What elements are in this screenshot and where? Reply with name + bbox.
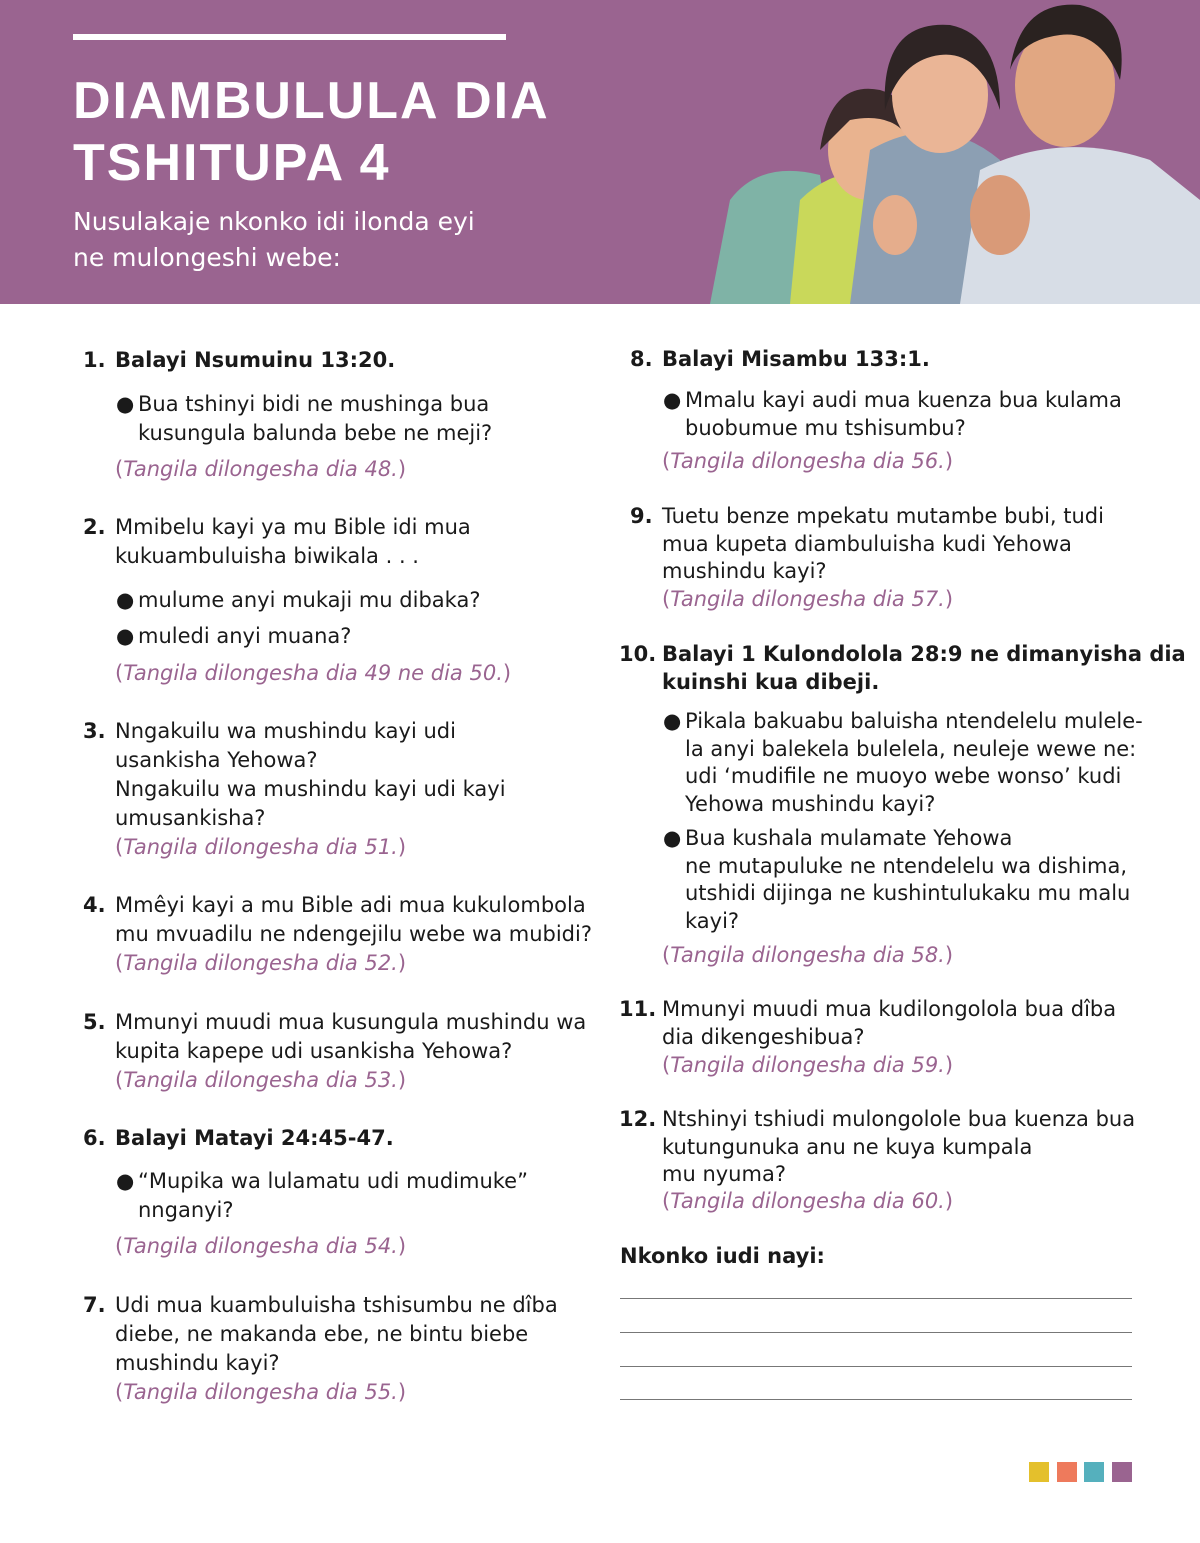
question-1-bullet-1: Bua tshinyi bidi ne mushinga bua kusungula balunda bebe ne meji? [138,392,493,445]
color-square-yellow [1029,1462,1049,1482]
question-6-text: Balayi Matayi 24:45-47. [115,1126,394,1150]
header-rule [73,34,506,40]
notes-line[interactable] [620,1366,1132,1367]
question-2-text: Mmibelu kayi ya mu Bible idi mua kukuambuluisha biwikala . . . [115,515,471,568]
question-11-text: Mmunyi muudi mua kudilongolola bua dîba dia dikengeshibua? [662,997,1117,1049]
notes-line[interactable] [620,1399,1132,1400]
question-1-text: Balayi Nsumuinu 13:20. [115,348,396,372]
question-2-bullet-1: mulume anyi mukaji mu dibaka? [138,588,481,612]
notes-label: Nkonko iudi nayi: [620,1244,825,1268]
question-6-number: 6. [83,1126,106,1150]
question-6-bullet-1: “Mupika wa lulamatu udi mudimuke” nnganyi? [138,1169,528,1222]
bullet-icon: ● [116,588,135,612]
question-9-number: 9. [630,504,653,528]
question-7-text: Udi mua kuambuluisha tshisumbu ne dîba diebe, ne makanda ebe, ne bintu biebe mushindu kayi? [115,1293,558,1375]
question-9-reference[interactable]: (Tangila dilongesha dia 57.) [662,587,954,611]
question-5-reference[interactable]: (Tangila dilongesha dia 53.) [115,1068,407,1092]
bullet-icon: ● [116,624,135,648]
question-8-text: Balayi Misambu 133:1. [662,347,930,371]
question-8-reference[interactable]: (Tangila dilongesha dia 56.) [662,449,954,473]
bullet-icon: ● [116,1169,135,1193]
color-square-teal [1084,1462,1104,1482]
page-title: DIAMBULULA DIA TSHITUPA 4 [73,72,550,192]
question-2-number: 2. [83,515,106,539]
question-12-reference[interactable]: (Tangila dilongesha dia 60.) [662,1189,954,1213]
question-8-number: 8. [630,347,653,371]
bullet-icon: ● [663,709,682,733]
notes-line[interactable] [620,1298,1132,1299]
color-square-orange [1057,1462,1077,1482]
question-10-bullet-1: Pikala bakuabu baluisha ntendelelu mulele- la anyi balekela bulelela, neuleje wewe ne: udi ‘mudifile ne muoyo webe wonso’ kudi Yehowa mushindu kayi? [685,709,1143,816]
question-6-reference[interactable]: (Tangila dilongesha dia 54.) [115,1234,407,1258]
question-3-number: 3. [83,719,106,743]
question-4-text: Mmêyi kayi a mu Bible adi mua kukulombola mu mvuadilu ne ndengejilu webe wa mubidi? [115,893,592,946]
question-8-bullet-1: Mmalu kayi audi mua kuenza bua kulama buobumue mu tshisumbu? [685,388,1122,440]
question-7-number: 7. [83,1293,106,1317]
question-1-reference[interactable]: (Tangila dilongesha dia 48.) [115,457,407,481]
question-4-number: 4. [83,893,106,917]
question-12-text: Ntshinyi tshiudi mulongolole bua kuenza bua kutungunuka anu ne kuya kumpala mu nyuma? [662,1107,1136,1186]
question-2-reference[interactable]: (Tangila dilongesha dia 49 ne dia 50.) [115,661,512,685]
question-2-bullet-2: muledi anyi muana? [138,624,352,648]
color-square-purple [1112,1462,1132,1482]
question-11-number: 11. [619,997,657,1021]
question-7-reference[interactable]: (Tangila dilongesha dia 55.) [115,1380,407,1404]
question-10-reference[interactable]: (Tangila dilongesha dia 58.) [662,943,954,967]
question-3-text: Nngakuilu wa mushindu kayi udi usankisha Yehowa? Nngakuilu wa mushindu kayi udi kayi umusankisha? [115,719,506,830]
question-10-text: Balayi 1 Kulondolola 28:9 ne dimanyisha dia kuinshi kua dibeji. [662,642,1186,694]
bullet-icon: ● [116,392,135,416]
question-9-text: Tuetu benze mpekatu mutambe bubi, tudi mua kupeta diambuluisha kudi Yehowa mushindu kayi? [662,504,1104,583]
page-subtitle: Nusulakaje nkonko idi ilonda eyi ne mulongeshi webe: [73,207,475,272]
question-3-reference[interactable]: (Tangila dilongesha dia 51.) [115,835,407,859]
bullet-icon: ● [663,826,682,850]
question-12-number: 12. [619,1107,657,1131]
header-banner [0,0,1200,304]
question-4-reference[interactable]: (Tangila dilongesha dia 52.) [115,951,407,975]
question-5-number: 5. [83,1010,106,1034]
question-1-number: 1. [83,348,106,372]
question-10-number: 10. [619,642,657,666]
question-10-bullet-2: Bua kushala mulamate Yehowa ne mutapuluke ne ntendelelu wa dishima, utshidi dijinga ne kushintulukaku mu malu kayi? [685,826,1131,933]
notes-line[interactable] [620,1332,1132,1333]
question-5-text: Mmunyi muudi mua kusungula mushindu wa kupita kapepe udi usankisha Yehowa? [115,1010,587,1063]
bullet-icon: ● [663,388,682,412]
question-11-reference[interactable]: (Tangila dilongesha dia 59.) [662,1053,954,1077]
family-praying-illustration [700,0,1200,304]
